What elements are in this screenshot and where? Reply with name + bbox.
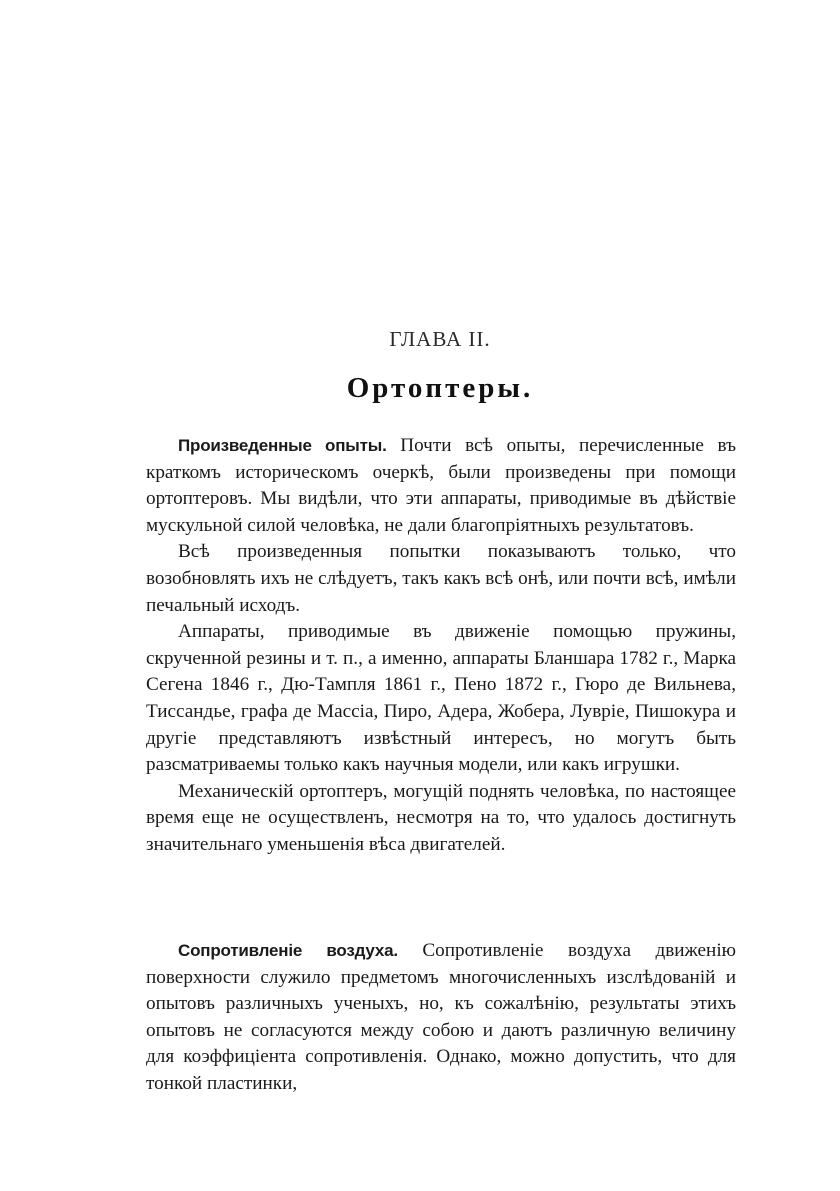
chapter-number: ГЛАВА II.	[389, 327, 491, 351]
section-heading: Сопротивленіе воздуха.	[178, 941, 398, 960]
paragraph: Механическій ортоптеръ, могущій поднять человѣка, по настоящее время еще не осуществленъ, несмотря на то, что удалось достигнуть значительнаго уменьшенія вѣса двигателей.	[146, 780, 736, 855]
paragraph-text: Сопротивленіе воздуха движенію поверхности служило предметомъ многочисленныхъ изслѣдованій и опытовъ различныхъ ученыхъ, но, къ сожалѣнію, результаты этихъ опытовъ не согласуются между собою и даютъ различную величину для коэффиціента сопротивленія. Однако, можно допустить, что для тонкой пластинки,	[146, 940, 736, 1094]
section-heading: Произведенные опыты.	[178, 436, 387, 455]
paragraph	[146, 938, 736, 1098]
section-experiments	[146, 433, 736, 859]
section-air-resistance	[146, 938, 736, 1098]
paragraph: Всѣ произведенныя попытки показываютъ только, что возобновлять ихъ не слѣдуетъ, такъ какъ всѣ онѣ, или почти всѣ, имѣли печальный исходъ.	[146, 541, 736, 616]
paragraph-text: Почти всѣ опыты, перечисленные въ краткомъ историческомъ очеркѣ, были произведены при помощи ортоптеровъ. Мы видѣли, что эти аппараты, приводимые въ дѣйствіе мускульной силой человѣка, не дали благопріятныхъ результатовъ.	[146, 435, 737, 536]
paragraph	[146, 433, 736, 539]
chapter-title: Ортоптеры.	[346, 372, 534, 404]
paragraph: Аппараты, приводимые въ движеніе помощью пружины, скрученной резины и т. п., а именно, аппараты Бланшара 1782 г., Марка Сегена 1846 г., Дю-Тампля 1861 г., Пено 1872 г., Гюро де Вильнева, Тиссандье, графа де Массіа, Пиро, Адера, Жобера, Луврiе, Пишокура и другіе представляютъ извѣстный интересъ, но могутъ быть разсматриваемы только какъ научныя модели, или какъ игрушки.	[146, 621, 736, 776]
